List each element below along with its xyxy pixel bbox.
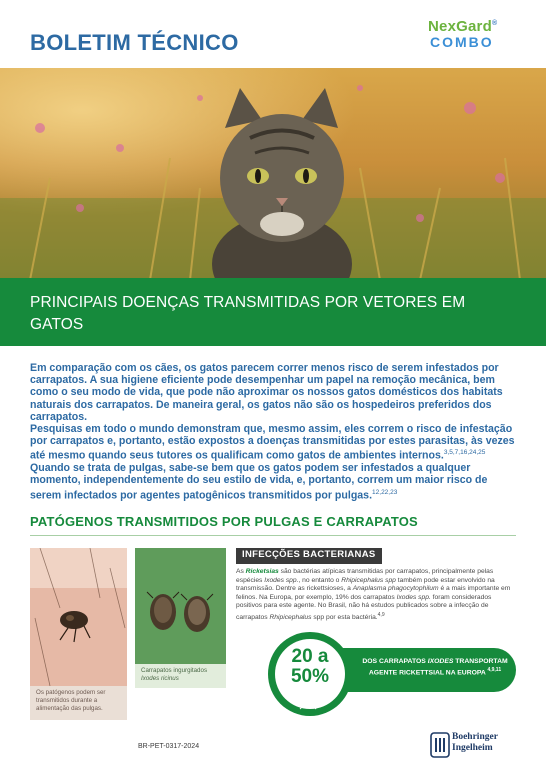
tick-photo	[135, 548, 226, 664]
bact-text-species: Anaplasma phagocytophilum	[352, 585, 439, 593]
intro-paragraph-3	[30, 462, 518, 501]
tick-caption	[135, 664, 226, 688]
company-name	[452, 732, 498, 754]
bact-text-segment: , no entanto o	[298, 576, 342, 584]
logo-text-combo: COMBO	[430, 34, 494, 50]
intro-text	[30, 362, 518, 501]
section-divider	[30, 535, 516, 536]
intro-refs-2: 3,5,7,16,24,25	[443, 449, 486, 457]
boehringer-ingelheim-logo	[430, 730, 516, 760]
stat-description	[356, 658, 514, 678]
intro-paragraph-3-text: Quando se trata de pulgas, sabe-se bem que os gatos podem ser infestados a qualquer momento, independentemente do seu estilo de vida, e, portanto, correm um maior risco de serem infectados por agentes patogênicos transmitidos por pulgas.	[30, 462, 488, 502]
bact-text-segment: são bactérias atípicas transmitidas por carrapatos, principalmente pelas espécies	[236, 568, 494, 584]
banner-title: PRINCIPAIS DOENÇAS TRANSMITIDAS POR VETORES EM GATOS	[30, 294, 466, 333]
stat-value	[280, 647, 340, 687]
engorged-ticks-illustration	[135, 548, 226, 664]
bact-text-species: Ixodes spp.	[396, 593, 431, 601]
bact-text-segment: spp por esta bactéria.	[311, 614, 378, 622]
section-title: PATÓGENOS TRANSMITIDOS POR PULGAS E CARRAPATOS	[30, 514, 418, 529]
stat-text-b: TRANSPORTAM AGENTE RICKETTSIAL NA EUROPA	[368, 658, 508, 677]
cat-in-grass-illustration	[0, 68, 546, 280]
registered-mark: ®	[491, 20, 498, 27]
hero-cat-photo	[0, 68, 546, 280]
bacterial-infections-heading: INFECÇÕES BACTERIANAS	[236, 548, 382, 564]
flea-caption: Os patógenos podem ser transmitidos durante a alimentação das pulgas.	[30, 686, 127, 720]
section-banner	[0, 278, 546, 346]
flea-on-skin-illustration	[30, 548, 127, 686]
bact-text-species: Rhipicephalus spp	[341, 576, 396, 584]
bact-text-species: Rhipicephalus	[269, 614, 312, 622]
flea-photo	[30, 548, 127, 686]
logo-text-nexgard: NexGard	[428, 18, 492, 35]
stat-value-line1: 20 a	[291, 646, 329, 667]
bact-text-refs: 4,9	[377, 611, 385, 618]
intro-paragraph-2	[30, 423, 518, 462]
page-title: BOLETIM TÉCNICO	[30, 30, 239, 55]
document-code: BR-PET-0317-2024	[138, 743, 200, 750]
nexgard-combo-logo	[428, 18, 514, 52]
bacterial-infections-text	[236, 568, 516, 623]
stat-refs: 4,9,11	[487, 667, 502, 674]
bact-text-segment: foram considerados positivos para este agente. No Brasil, não há estudos publicados sobre a infecção de carrapatos	[236, 593, 492, 622]
boehringer-building-icon	[430, 732, 450, 758]
stat-text-a: DOS CARRAPATOS	[362, 658, 428, 665]
company-name-line2: Ingelheim	[452, 743, 493, 753]
intro-paragraph-2-text: Pesquisas em todo o mundo demonstram que, mesmo assim, eles correm o risco de infestação por carrapatos e, portanto, estão expostos a doenças transmitidas por estes parasitas, às vezes até mesmo quando seus tutores os qualificam como gatos de ambientes internos.	[30, 423, 515, 462]
bact-text-segment: é a mais importante em felinos. Na Europa, por exemplo, 19% dos carrapatos	[236, 585, 511, 601]
bact-text-species: Ixodes spp.	[264, 576, 299, 584]
tick-caption-line2: Ixodes ricinus	[141, 675, 179, 682]
intro-paragraph-1: Em comparação com os cães, os gatos parecem correr menos risco de serem infestados por carrapatos. A sua higiene eficiente pode desempenhar um papel na remoção mecânica, bem como o seu modo de vida, que pode não aproximar os nossos gatos domésticos dos habitats naturais dos carrapatos. De maneira geral, os gatos não são os hospedeiros preferidos dos carrapatos.	[30, 362, 503, 423]
bact-text-rickettsias: Ricketsias	[245, 568, 279, 575]
bact-text-segment: As	[236, 568, 246, 575]
company-name-line1: Boehringer	[452, 732, 498, 742]
stat-value-line2: 50%	[290, 666, 330, 687]
tick-caption-line1: Carrapatos ingurgitados	[141, 667, 208, 674]
stat-text-ixodes: IXODES	[427, 658, 454, 665]
bact-text-segment: também pode estar envolvido na transmissão. Dentre as rickettsioses, a	[236, 576, 495, 593]
intro-refs-3: 12,22,23	[372, 488, 398, 496]
